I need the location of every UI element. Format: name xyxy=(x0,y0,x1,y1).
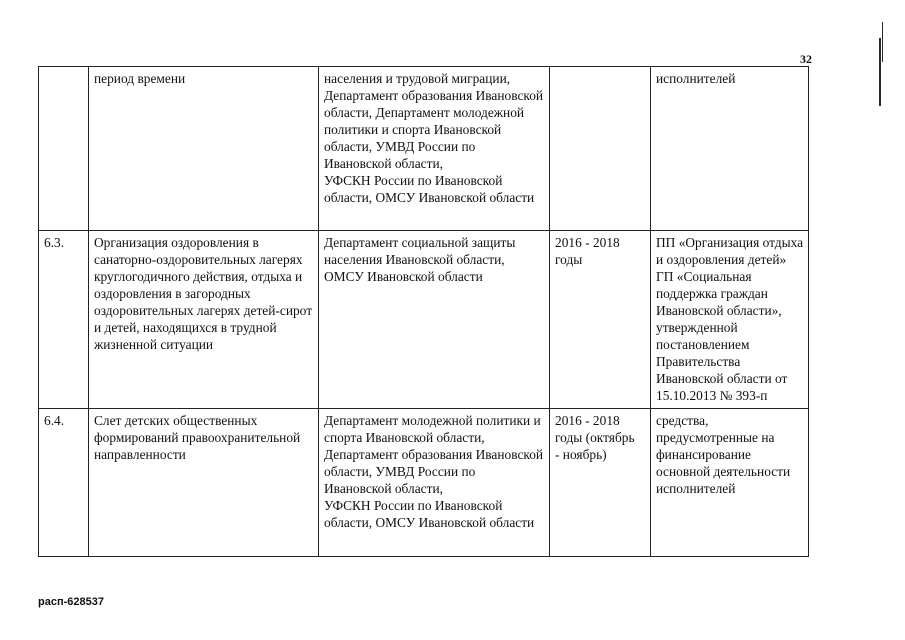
table-row xyxy=(39,67,809,231)
row-number-cell: 6.4. xyxy=(39,409,89,557)
activity-cell: период времени xyxy=(89,67,319,231)
funding-cell: исполнителей xyxy=(651,67,809,231)
period-cell: 2016 - 2018 годы (октябрь - ноябрь) xyxy=(550,409,651,557)
document-code: расп-628537 xyxy=(38,596,104,608)
table-row xyxy=(39,409,809,557)
table-row xyxy=(39,231,809,409)
activity-cell: Организация оздоровления в санаторно-оздоровительных лагерях круглогодичного действия, отдыха и оздоровления в загородных оздоровительных лагерях детей-сирот и детей, находящихся в трудной жизненной ситуации xyxy=(89,231,319,409)
funding-cell: ПП «Организация отдыха и оздоровления детей» ГП «Социальная поддержка граждан Ивановской области», утвержденной постановлением Правительства Ивановской области от 15.10.2013 № 393-п xyxy=(651,231,809,409)
responsible-cell: населения и трудовой миграции, Департамент образования Ивановской области, Департамент молодежной политики и спорта Ивановской области, УМВД России по Ивановской области, УФСКН России по Ивановской области, ОМСУ Ивановской области xyxy=(319,67,550,231)
period-cell: 2016 - 2018 годы xyxy=(550,231,651,409)
row-number-cell xyxy=(39,67,89,231)
scan-margin-line xyxy=(882,22,883,62)
row-number-cell: 6.3. xyxy=(39,231,89,409)
measures-table xyxy=(38,66,809,557)
scan-margin-line xyxy=(879,38,881,106)
activity-cell: Слет детских общественных формирований правоохранительной направленности xyxy=(89,409,319,557)
responsible-cell: Департамент молодежной политики и спорта Ивановской области, Департамент образования Ивановской области, УМВД России по Ивановской области, УФСКН России по Ивановской области, ОМСУ Ивановской области xyxy=(319,409,550,557)
period-cell xyxy=(550,67,651,231)
funding-cell: средства, предусмотренные на финансирование основной деятельности исполнителей xyxy=(651,409,809,557)
page-number: 32 xyxy=(800,52,812,66)
responsible-cell: Департамент социальной защиты населения Ивановской области, ОМСУ Ивановской области xyxy=(319,231,550,409)
